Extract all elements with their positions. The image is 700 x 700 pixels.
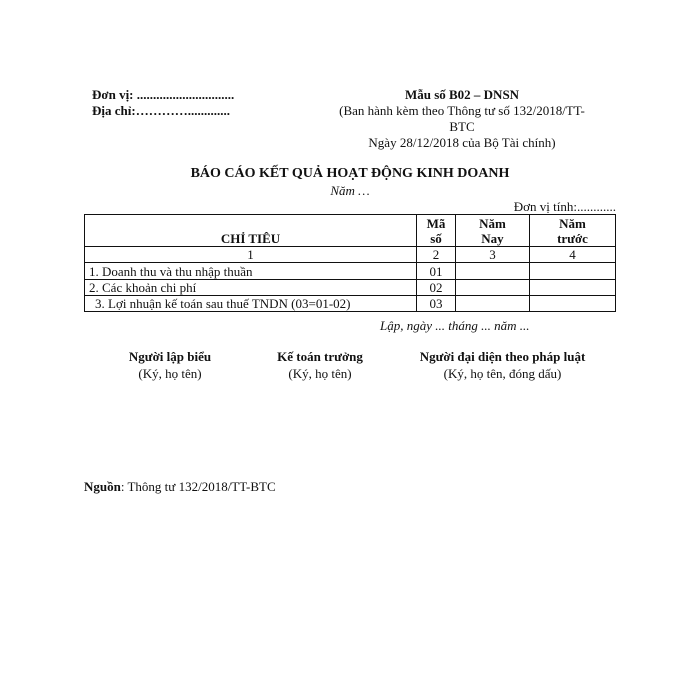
unit-label: Đơn vị:: [92, 87, 134, 102]
row-previous-value: [530, 280, 616, 296]
issued-note-line-2: BTC: [449, 119, 475, 134]
unit-value: ..............................: [133, 87, 235, 102]
signing-place-date: Lập, ngày ... tháng ... năm ...: [380, 318, 530, 333]
signer-note: (Ký, họ tên): [288, 366, 352, 381]
signer-note: (Ký, họ tên): [138, 366, 202, 381]
header-current-line-2: Nay: [481, 231, 504, 246]
source-label: Nguồn: [84, 479, 121, 494]
row-code: 02: [417, 280, 456, 296]
header-previous-line-2: trước: [557, 231, 588, 246]
table-row: [85, 263, 616, 280]
form-code: Mẫu số B02 – DNSN: [404, 87, 520, 102]
numbering-cell: 3: [456, 247, 530, 263]
table-numbering-row: [85, 247, 616, 263]
header-code-line-1: Mã: [426, 216, 446, 231]
row-previous-value: [530, 296, 616, 312]
income-statement-table: [84, 214, 616, 312]
numbering-cell: 1: [85, 247, 417, 263]
address-line: [92, 103, 230, 119]
address-value: ………….............: [135, 103, 230, 118]
report-title: BÁO CÁO KẾT QUẢ HOẠT ĐỘNG KINH DOANH: [190, 166, 510, 181]
table-header-row: [85, 215, 616, 247]
header-criteria: CHỈ TIÊU: [85, 215, 417, 247]
header-current-line-1: Năm: [479, 216, 506, 231]
signer-note: (Ký, họ tên, đóng dấu): [443, 366, 562, 381]
report-year: Năm …: [330, 183, 370, 198]
issued-note-line-3: Ngày 28/12/2018 của Bộ Tài chính): [368, 135, 556, 150]
source-text: : Thông tư 132/2018/TT-BTC: [120, 479, 276, 494]
header-code: [417, 215, 456, 247]
header-previous-year: [530, 215, 616, 247]
header-previous-line-1: Năm: [559, 216, 586, 231]
row-current-value: [456, 280, 530, 296]
table-row: [85, 280, 616, 296]
source-note: [84, 479, 276, 495]
row-previous-value: [530, 263, 616, 280]
header-current-year: [456, 215, 530, 247]
row-current-value: [456, 296, 530, 312]
row-label: 3. Lợi nhuận kế toán sau thuế TNDN (03=01-02): [85, 296, 417, 312]
address-label: Địa chỉ:: [92, 103, 136, 118]
row-label: 1. Doanh thu và thu nhập thuần: [85, 263, 417, 280]
numbering-cell: 2: [417, 247, 456, 263]
row-code: 01: [417, 263, 456, 280]
issued-note-line-1: (Ban hành kèm theo Thông tư số 132/2018/TT-: [339, 103, 585, 118]
unit-line: [92, 87, 234, 103]
signer-title: Người đại diện theo pháp luật: [419, 349, 586, 364]
row-current-value: [456, 263, 530, 280]
unit-of-measure: Đơn vị tính:............: [513, 199, 616, 214]
numbering-cell: 4: [530, 247, 616, 263]
table-row: [85, 296, 616, 312]
row-label: 2. Các khoản chi phí: [85, 280, 417, 296]
signer-title: Kế toán trưởng: [277, 349, 363, 364]
signer-title: Người lập biểu: [128, 349, 212, 364]
row-code: 03: [417, 296, 456, 312]
header-code-line-2: số: [430, 231, 442, 246]
